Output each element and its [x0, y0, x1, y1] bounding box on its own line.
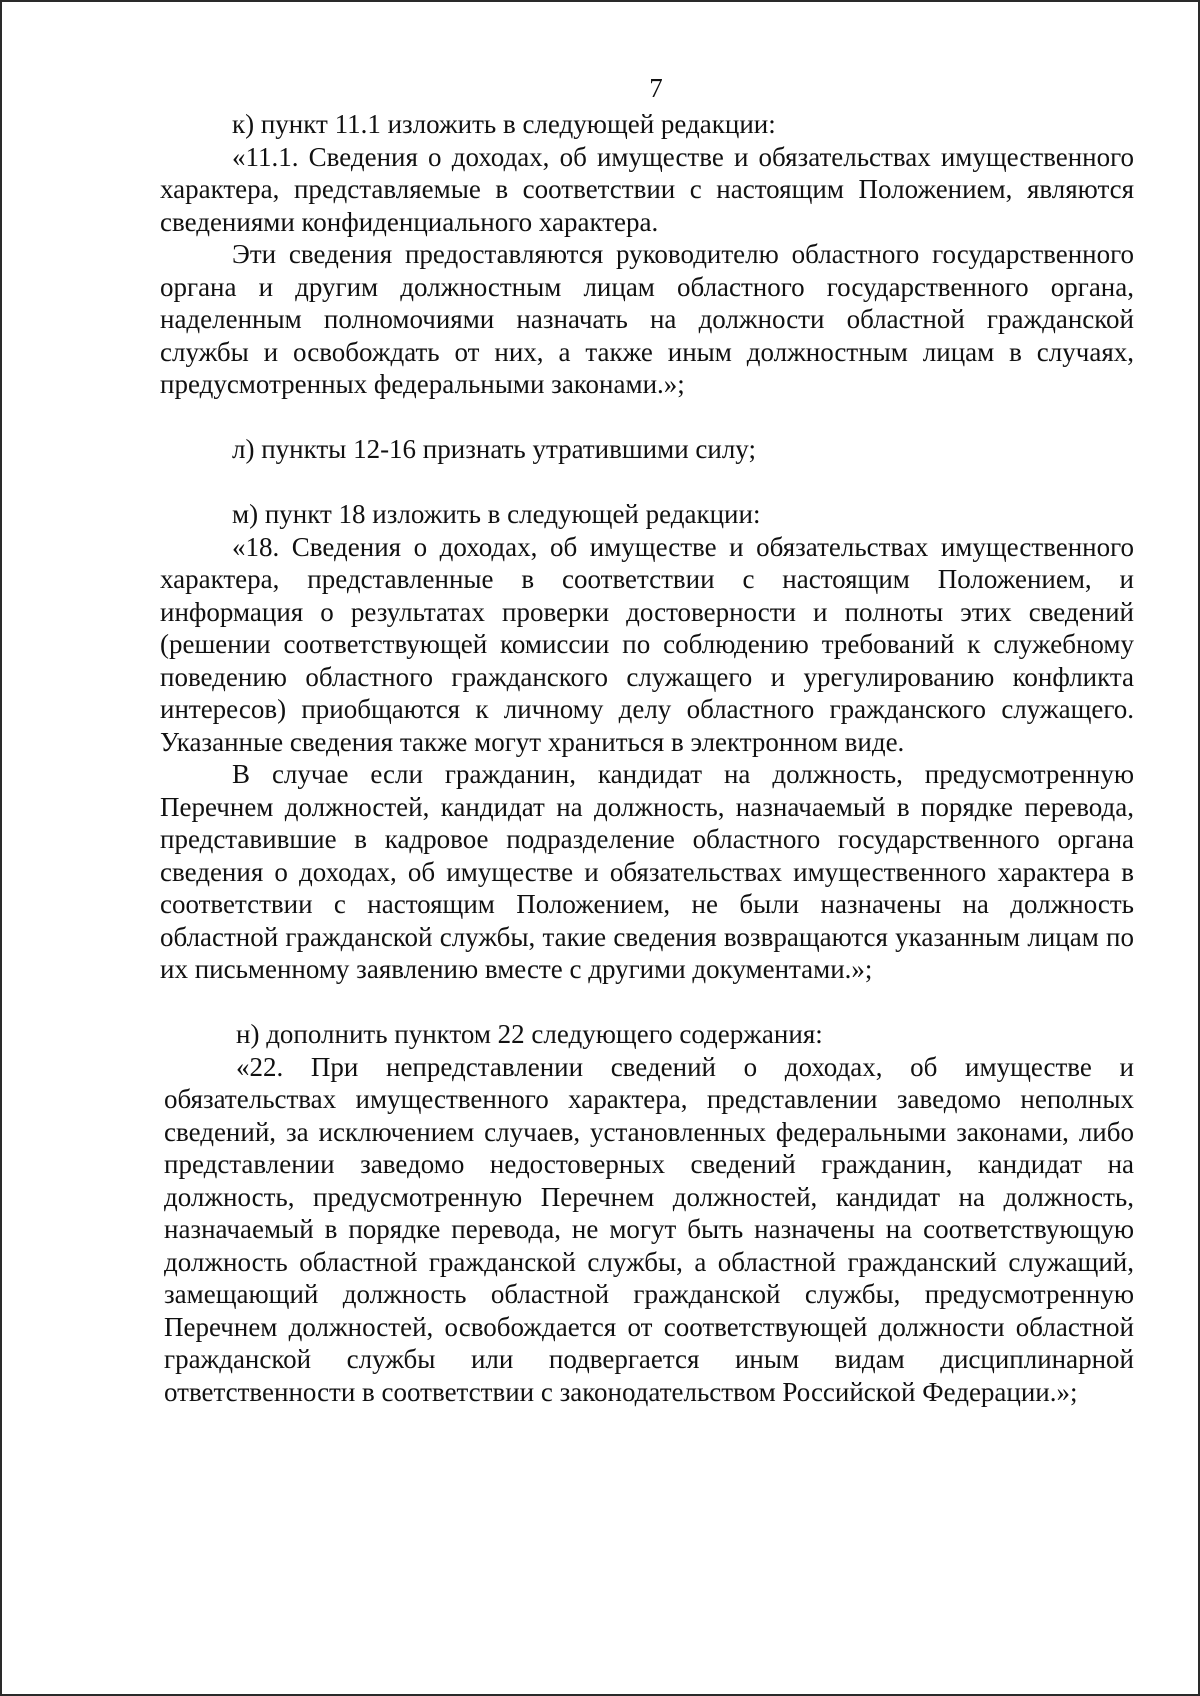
spacer — [160, 401, 1134, 434]
item-n-paragraph: «22. При непредставлении сведений о доходах, об имуществе и обязательствах имущественного характера, представлении заведомо неполных сведений, за исключением случаев, установленных федеральными законами, либо представлении заведомо недостоверных сведений гражданин, кандидат на должность, предусмотренную Перечнем должностей, кандидат на должность, назначаемый в порядке перевода, не могут быть назначены на соответствующую должность областной гражданской службы, а областной гражданский служащий, замещающий должность областной гражданской службы, предусмотренную Перечнем должностей, освобождается от соответствующей должности областной гражданской службы или подвергается иным видам дисциплинарной ответственности в соответствии с законодательством Российской Федерации.»; — [164, 1051, 1134, 1407]
spacer — [160, 466, 1134, 499]
page-number: 7 — [649, 73, 663, 103]
item-m-paragraph-2: В случае если гражданин, кандидат на должность, предусмотренную Перечнем должностей, кандидат на должность, назначаемый в порядке перевода, представившие в кадровое подразделение областного государственного органа сведения о доходах, об имуществе и обязательствах имущественного характера в соответствии с настоящим Положением, не были назначены на должность областной гражданской службы, такие сведения возвращаются указанным лицам по их письменному заявлению вместе с другими документами.»; — [160, 759, 1134, 984]
spacer — [160, 986, 1134, 1019]
item-m-heading: м) пункт 18 изложить в следующей редакции: — [232, 499, 761, 529]
item-k-paragraph-1: «11.1. Сведения о доходах, об имуществе и обязательствах имущественного характера, представляемые в соответствии с настоящим Положением, являются сведениями конфиденциального характера. — [160, 141, 1134, 237]
item-k-heading: к) пункт 11.1 изложить в следующей редакции: — [232, 109, 776, 139]
document-page — [160, 68, 1134, 1408]
item-l-text: л) пункты 12-16 признать утратившими силу; — [232, 434, 756, 464]
item-n-heading: н) дополнить пунктом 22 следующего содержания: — [236, 1019, 823, 1049]
item-n-section — [164, 1018, 1134, 1408]
item-m-paragraph-1: «18. Сведения о доходах, об имуществе и обязательствах имущественного характера, представленные в соответствии с настоящим Положением, и информация о результатах проверки достоверности и полноты этих сведений (решении соответствующей комиссии по соблюдению требований к служебному поведению областного гражданского служащего и урегулированию конфликта интересов) приобщаются к личному делу областного гражданского служащего. Указанные сведения также могут храниться в электронном виде. — [160, 531, 1134, 757]
item-k-paragraph-2: Эти сведения предоставляются руководителю областного государственного органа и другим должностным лицам областного государственного органа, наделенным полномочиями назначать на должности областной гражданской службы и освобождать от них, а также иным должностным лицам в случаях, предусмотренных федеральными законами.»; — [160, 239, 1134, 399]
